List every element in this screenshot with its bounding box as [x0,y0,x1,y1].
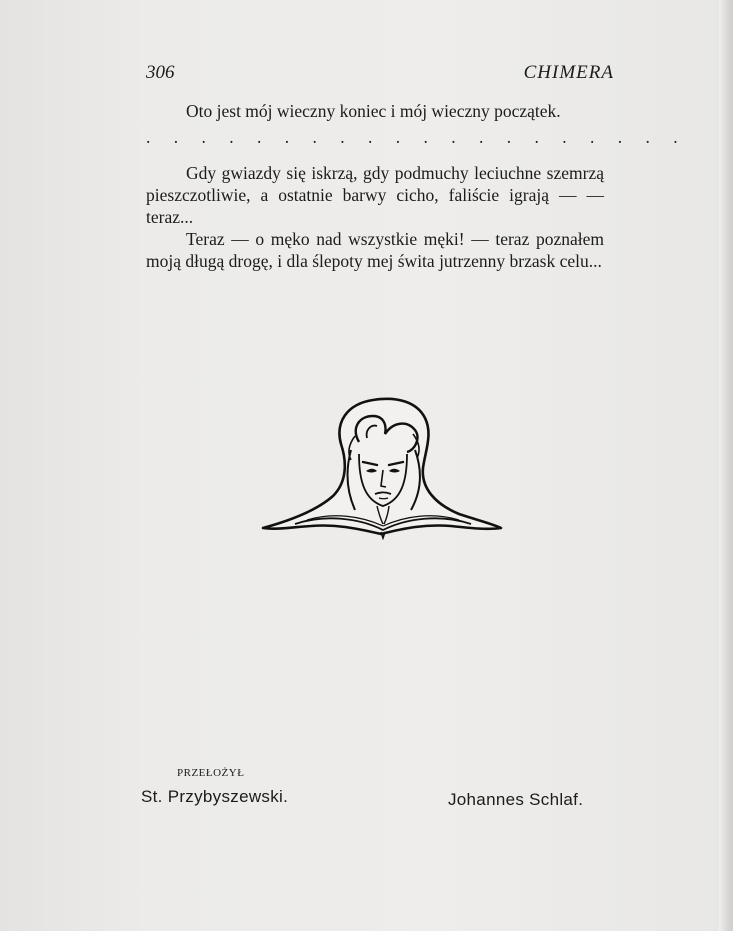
author-name: Johannes Schlaf. [448,790,584,809]
page-number: 306 [146,62,175,83]
page-edge-shadow [719,0,733,931]
paragraph: Gdy gwiazdy się iskrzą, gdy podmuchy leciuchne szemrzą pieszczotliwie, a ostatnie barwy cicho, faliście igrają — — teraz... [146,163,604,227]
running-title: CHIMERA [523,62,614,83]
body-text [146,100,688,272]
translator-label: PRZEŁOŻYŁ [177,767,245,779]
ellipsis-separator: . . . . . . . . . . . . . . . . . . . . [146,127,688,147]
translator-name: St. Przybyszewski. [141,787,289,806]
head-over-open-book-vignette-icon [255,392,505,540]
text-line: Oto jest mój wieczny koniec i mój wieczny początek. [186,101,561,121]
paragraph: Teraz — o męko nad wszystkie męki! — teraz poznałem moją długą drogę, i dla ślepoty mej świta jutrzenny brzask celu... [146,229,604,271]
page-header [146,62,614,86]
